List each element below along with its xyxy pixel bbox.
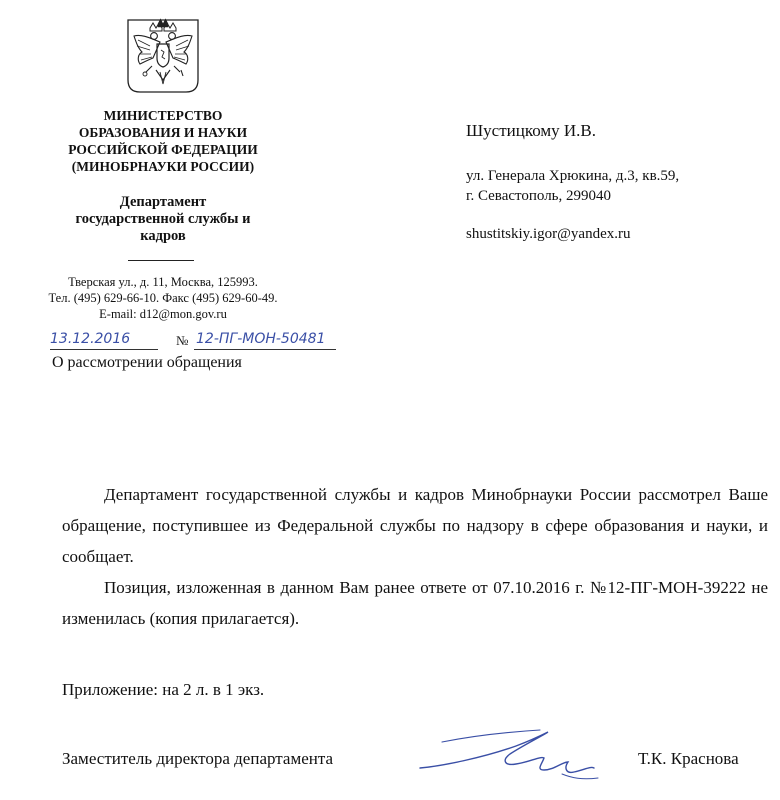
body-paragraph-2: Позиция, изложенная в данном Вам ранее ответе от 07.10.2016 г. №12-ПГ-МОН-39222 не изменилась (копия прилагается). [62,578,768,628]
recipient-address-line: г. Севастополь, 299040 [466,188,612,204]
department-name [40,194,286,245]
recipient-email: shustitskiy.igor@yandex.ru [466,226,631,242]
ministry-line: МИНИСТЕРСТВО [103,108,223,123]
recipient-name: Шустицкому И.В. [466,121,597,140]
ministry-name [40,107,286,175]
department-line: государственной службы и [75,211,251,227]
address-line: Тел. (495) 629-66-10. Факс (495) 629-60-49. [48,291,278,305]
attachment-note: Приложение: на 2 л. в 1 экз. [62,680,265,699]
signatory-name: Т.К. Краснова [638,749,739,768]
ministry-line: (МИНОБРНАУКИ РОССИИ) [71,159,255,174]
ministry-line: РОССИЙСКОЙ ФЕДЕРАЦИИ [68,142,258,157]
letter-subject: О рассмотрении обращения [52,354,242,371]
signatory-title: Заместитель директора департамента [62,749,334,768]
registration-number-underline [194,349,336,350]
address-line: E-mail: d12@mon.gov.ru [99,307,227,321]
recipient-address [466,166,679,206]
recipient-address-line: ул. Генерала Хрюкина, д.3, кв.59, [466,168,680,184]
registration-number: 12-ПГ-МОН-50481 [196,331,326,347]
russian-coat-of-arms-icon [120,14,206,94]
registration-date-underline [50,349,158,350]
department-line: Департамент [119,194,207,210]
ministry-address [20,274,306,322]
body-paragraph-1: Департамент государственной службы и кадров Минобрнауки России рассмотрел Ваше обращение, поступившее из Федеральной службы по надзору в сфере образования и науки, и сообщает. [62,485,768,566]
letterhead-divider [128,260,194,261]
handwritten-signature-icon [412,722,612,784]
registration-date: 13.12.2016 [50,331,131,347]
registration-number-label: № [176,333,189,348]
address-line: Тверская ул., д. 11, Москва, 125993. [68,275,258,289]
ministry-line: ОБРАЗОВАНИЯ И НАУКИ [78,125,248,140]
department-line: кадров [140,228,186,244]
